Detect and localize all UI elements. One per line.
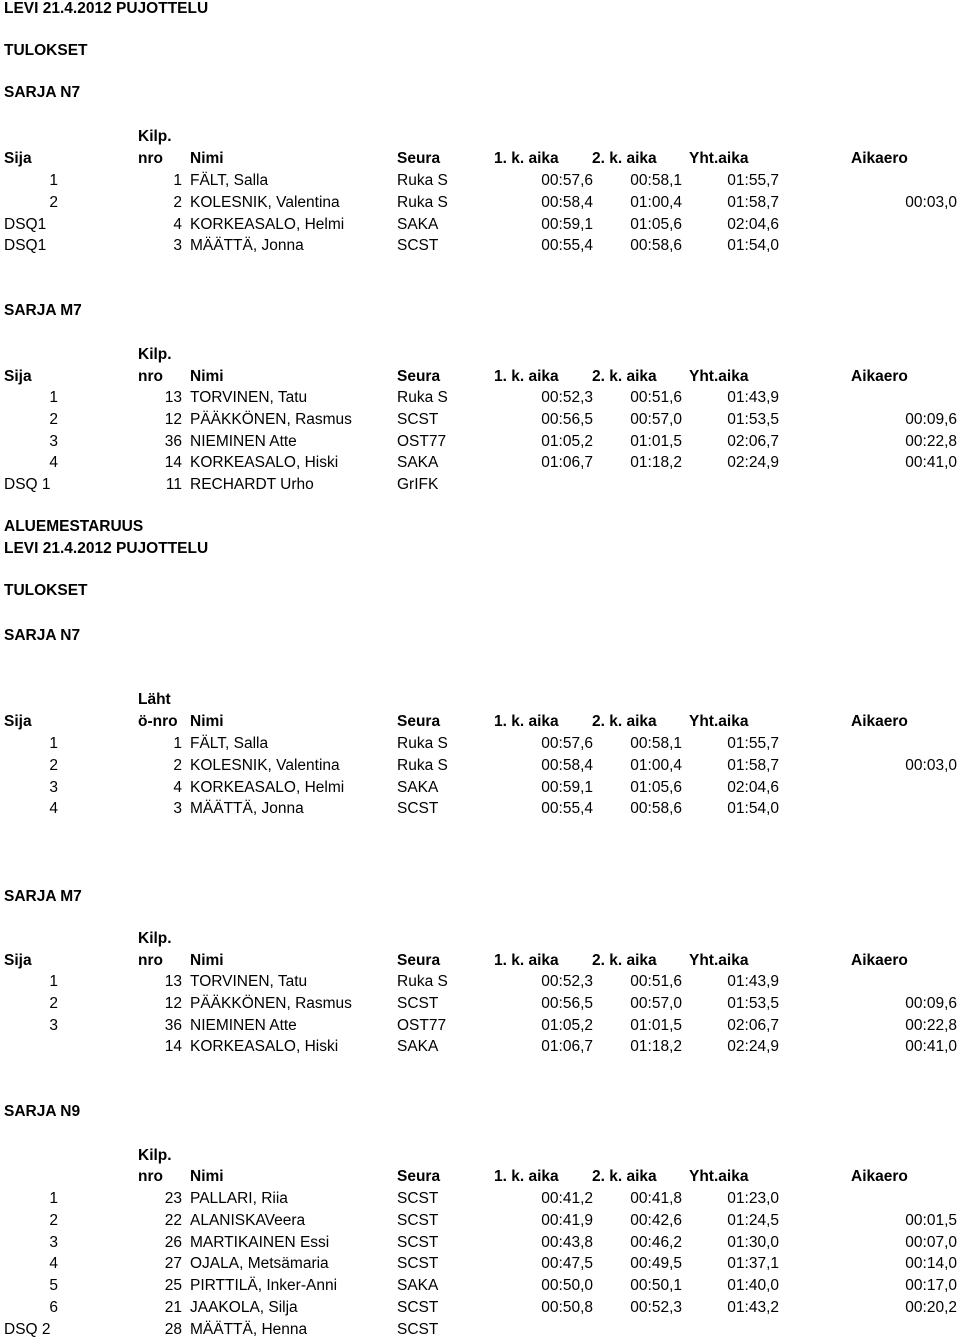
column-header-nro: nro	[138, 150, 163, 167]
cell-total: 01:55,7	[727, 735, 779, 752]
cell-run2: 00:57,0	[630, 410, 682, 428]
table-header-row	[0, 952, 960, 972]
cell-run2: 00:42,6	[630, 1211, 682, 1229]
section-title: SARJA N7	[4, 84, 81, 101]
table-row	[0, 1277, 960, 1297]
section-title: SARJA M7	[4, 302, 82, 319]
cell-nro: 14	[164, 1038, 182, 1056]
cell-nro: 1	[173, 172, 182, 189]
cell-sija: 5	[49, 1277, 58, 1295]
cell-run1: 00:57,6	[541, 735, 593, 752]
cell-sija: 1	[49, 735, 58, 752]
cell-run2: 00:51,6	[630, 389, 682, 406]
cell-run1: 00:41,9	[541, 1211, 593, 1229]
column-header-run2: 2. k. aika	[592, 713, 657, 730]
cell-nro: 3	[173, 237, 182, 255]
cell-nro: 25	[164, 1277, 182, 1295]
column-header-top: Kilp.	[138, 1147, 172, 1164]
column-header-run2: 2. k. aika	[592, 368, 657, 385]
column-header-diff: Aikaero	[851, 713, 908, 730]
cell-total: 01:43,9	[727, 973, 779, 990]
cell-run1: 00:57,6	[541, 172, 593, 189]
column-header-total: Yht.aika	[689, 150, 749, 167]
cell-sija: 2	[49, 1211, 58, 1229]
cell-seura: Ruka S	[397, 193, 448, 211]
column-header-diff: Aikaero	[851, 952, 908, 969]
cell-total: 02:06,7	[727, 1016, 779, 1034]
event-title-2: LEVI 21.4.2012 PUJOTTELU	[4, 540, 209, 557]
cell-run1: 00:52,3	[541, 973, 593, 990]
table-header-row	[0, 1168, 960, 1188]
cell-run1: 00:58,4	[541, 756, 593, 774]
cell-total: 02:06,7	[727, 432, 779, 450]
column-header-run2: 2. k. aika	[592, 952, 657, 969]
table-row	[0, 1190, 960, 1210]
cell-total: 01:58,7	[727, 193, 779, 211]
column-header-total: Yht.aika	[689, 368, 749, 385]
column-header-nimi: Nimi	[190, 150, 224, 167]
column-header-seura: Seura	[397, 1168, 441, 1185]
table-row	[0, 411, 960, 431]
cell-nimi: MÄÄTTÄ, Jonna	[190, 237, 304, 255]
column-header-run1: 1. k. aika	[494, 150, 559, 167]
cell-seura: SCST	[397, 994, 439, 1012]
cell-sija: 4	[49, 800, 58, 818]
cell-run2: 00:49,5	[630, 1255, 682, 1273]
cell-sija: 2	[49, 410, 58, 428]
column-header-top: Kilp.	[138, 930, 172, 947]
table-row	[0, 1212, 960, 1232]
cell-sija: 4	[49, 1255, 58, 1273]
cell-total: 01:54,0	[727, 237, 779, 255]
cell-run2: 01:00,4	[630, 756, 682, 774]
cell-nro: 4	[173, 778, 182, 796]
column-header-nro: ö-nro	[138, 713, 178, 730]
cell-nro: 26	[164, 1233, 182, 1251]
cell-sija: DSQ 2	[4, 1320, 51, 1338]
cell-diff: 00:03,0	[905, 756, 957, 774]
column-header-run1: 1. k. aika	[494, 368, 559, 385]
cell-nro: 3	[173, 800, 182, 818]
cell-seura: SCST	[397, 1320, 439, 1338]
cell-run1: 00:41,2	[541, 1190, 593, 1207]
cell-nimi: OJALA, Metsämaria	[190, 1255, 329, 1273]
results-heading: TULOKSET	[4, 42, 88, 59]
cell-nimi: KORKEASALO, Hiski	[190, 1038, 339, 1056]
column-header-sija: Sija	[4, 952, 32, 969]
cell-nimi: RECHARDT Urho	[190, 476, 314, 494]
cell-run1: 01:06,7	[541, 454, 593, 472]
cell-seura: SCST	[397, 1255, 439, 1273]
table-row	[0, 1299, 960, 1319]
cell-nro: 21	[164, 1299, 182, 1316]
table-row	[0, 779, 960, 799]
cell-seura: Ruka S	[397, 389, 448, 406]
table-row	[0, 973, 960, 993]
column-header-run2: 2. k. aika	[592, 150, 657, 167]
cell-total: 01:40,0	[727, 1277, 779, 1295]
column-header-seura: Seura	[397, 368, 441, 385]
cell-total: 02:24,9	[727, 1038, 779, 1056]
table-header-row	[0, 150, 960, 170]
cell-diff: 00:41,0	[905, 1038, 957, 1056]
table-row	[0, 735, 960, 755]
column-header-sija: Sija	[4, 368, 32, 385]
cell-seura: OST77	[397, 1016, 447, 1034]
cell-nimi: PALLARI, Riia	[190, 1190, 288, 1207]
cell-run2: 00:51,6	[630, 973, 682, 990]
table-row	[0, 1017, 960, 1037]
cell-diff: 00:17,0	[905, 1277, 957, 1295]
cell-run2: 01:18,2	[630, 454, 682, 472]
cell-seura: SAKA	[397, 1277, 439, 1295]
event-title: LEVI 21.4.2012 PUJOTTELU	[4, 0, 209, 17]
table-row	[0, 1255, 960, 1275]
cell-sija: DSQ1	[4, 215, 47, 233]
cell-run1: 01:05,2	[541, 1016, 593, 1034]
table-row	[0, 216, 960, 236]
cell-nimi: KOLESNIK, Valentina	[190, 193, 340, 211]
column-header-run1: 1. k. aika	[494, 1168, 559, 1185]
cell-total: 01:58,7	[727, 756, 779, 774]
cell-total: 01:43,2	[727, 1299, 779, 1316]
cell-nimi: PÄÄKKÖNEN, Rasmus	[190, 410, 352, 428]
cell-total: 01:24,5	[727, 1211, 779, 1229]
column-header-top: Läht	[138, 691, 171, 708]
cell-seura: OST77	[397, 432, 447, 450]
cell-run1: 00:56,5	[541, 994, 593, 1012]
cell-seura: SAKA	[397, 1038, 439, 1056]
table-row	[0, 1038, 960, 1058]
cell-nimi: KOLESNIK, Valentina	[190, 756, 340, 774]
cell-run2: 01:00,4	[630, 193, 682, 211]
cell-run1: 00:58,4	[541, 193, 593, 211]
table-header-row	[0, 368, 960, 388]
cell-diff: 00:22,8	[905, 1016, 957, 1034]
cell-diff: 00:09,6	[905, 410, 957, 428]
cell-sija: 3	[49, 432, 58, 450]
cell-seura: Ruka S	[397, 973, 448, 990]
cell-nro: 11	[165, 476, 182, 494]
cell-nimi: TORVINEN, Tatu	[190, 973, 308, 990]
cell-nro: 13	[164, 973, 182, 990]
table-row	[0, 1234, 960, 1254]
cell-run1: 00:47,5	[541, 1255, 593, 1273]
column-header-nimi: Nimi	[190, 713, 224, 730]
cell-nimi: MÄÄTTÄ, Henna	[190, 1320, 308, 1338]
cell-run2: 00:52,3	[630, 1299, 682, 1316]
cell-seura: SCST	[397, 410, 439, 428]
cell-run1: 00:55,4	[541, 800, 593, 818]
cell-sija: 1	[49, 389, 58, 406]
column-header-nro: nro	[138, 1168, 163, 1185]
table-row	[0, 194, 960, 214]
cell-total: 02:04,6	[727, 215, 779, 233]
cell-seura: GrIFK	[397, 476, 439, 494]
cell-total: 02:04,6	[727, 778, 779, 796]
cell-seura: SCST	[397, 237, 439, 255]
cell-nimi: JAAKOLA, Silja	[190, 1299, 298, 1316]
cell-run1: 01:06,7	[541, 1038, 593, 1056]
cell-seura: SAKA	[397, 778, 439, 796]
cell-nimi: TORVINEN, Tatu	[190, 389, 308, 406]
table-row	[0, 995, 960, 1015]
cell-sija: 2	[49, 994, 58, 1012]
table-row	[0, 237, 960, 257]
cell-run1: 00:59,1	[541, 215, 593, 233]
cell-total: 01:37,1	[727, 1255, 779, 1273]
cell-run1: 01:05,2	[541, 432, 593, 450]
cell-nro: 36	[164, 1016, 182, 1034]
cell-nro: 14	[164, 454, 182, 472]
cell-total: 01:53,5	[727, 994, 779, 1012]
cell-nro: 22	[164, 1211, 182, 1229]
table-row	[0, 454, 960, 474]
column-header-total: Yht.aika	[689, 952, 749, 969]
cell-run2: 00:46,2	[630, 1233, 682, 1251]
column-header-diff: Aikaero	[851, 368, 908, 385]
column-header-nimi: Nimi	[190, 368, 224, 385]
table-row	[0, 800, 960, 820]
cell-run2: 01:01,5	[630, 1016, 682, 1034]
table-header-row	[0, 713, 960, 733]
cell-nro: 36	[164, 432, 182, 450]
section-title: SARJA M7	[4, 888, 82, 905]
cell-sija: 3	[49, 1016, 58, 1034]
cell-nimi: MÄÄTTÄ, Jonna	[190, 800, 304, 818]
cell-run1: 00:55,4	[541, 237, 593, 255]
cell-run1: 00:43,8	[541, 1233, 593, 1251]
column-header-seura: Seura	[397, 150, 441, 167]
column-header-sija: Sija	[4, 713, 32, 730]
cell-nro: 28	[164, 1320, 182, 1338]
column-header-total: Yht.aika	[689, 1168, 749, 1185]
cell-run1: 00:52,3	[541, 389, 593, 406]
cell-diff: 00:09,6	[905, 994, 957, 1012]
column-header-seura: Seura	[397, 952, 441, 969]
results-heading-2: TULOKSET	[4, 582, 88, 599]
column-header-top: Kilp.	[138, 346, 172, 363]
cell-nimi: FÄLT, Salla	[190, 735, 269, 752]
cell-seura: Ruka S	[397, 756, 448, 774]
cell-sija: 6	[49, 1299, 58, 1316]
cell-diff: 00:14,0	[905, 1255, 957, 1273]
cell-nimi: MARTIKAINEN Essi	[190, 1233, 330, 1251]
column-header-top: Kilp.	[138, 128, 172, 145]
cell-seura: SAKA	[397, 215, 439, 233]
cell-run2: 00:58,6	[630, 800, 682, 818]
cell-sija: 4	[49, 454, 58, 472]
cell-nimi: KORKEASALO, Helmi	[190, 778, 345, 796]
cell-nimi: NIEMINEN Atte	[190, 432, 297, 450]
table-row	[0, 433, 960, 453]
column-header-seura: Seura	[397, 713, 441, 730]
cell-nimi: PIRTTILÄ, Inker-Anni	[190, 1277, 338, 1295]
cell-run2: 00:58,6	[630, 237, 682, 255]
column-header-nimi: Nimi	[190, 952, 224, 969]
cell-nimi: NIEMINEN Atte	[190, 1016, 297, 1034]
cell-total: 01:55,7	[727, 172, 779, 189]
cell-seura: SAKA	[397, 454, 439, 472]
cell-total: 01:30,0	[727, 1233, 779, 1251]
section-title: SARJA N9	[4, 1103, 81, 1120]
cell-run2: 00:58,1	[630, 172, 682, 189]
cell-nimi: FÄLT, Salla	[190, 172, 269, 189]
column-header-diff: Aikaero	[851, 150, 908, 167]
column-header-run2: 2. k. aika	[592, 1168, 657, 1185]
cell-diff: 00:07,0	[905, 1233, 957, 1251]
table-row	[0, 757, 960, 777]
cell-total: 02:24,9	[727, 454, 779, 472]
cell-seura: Ruka S	[397, 735, 448, 752]
cell-run2: 00:50,1	[630, 1277, 682, 1295]
cell-run1: 00:50,0	[541, 1277, 593, 1295]
cell-nro: 4	[173, 215, 182, 233]
cell-seura: SCST	[397, 800, 439, 818]
cell-diff: 00:20,2	[905, 1299, 957, 1316]
cell-nimi: ALANISKAVeera	[190, 1211, 306, 1229]
table-row	[0, 389, 960, 409]
cell-run2: 01:18,2	[630, 1038, 682, 1056]
cell-sija: 3	[49, 778, 58, 796]
cell-seura: SCST	[397, 1190, 439, 1207]
cell-nimi: KORKEASALO, Hiski	[190, 454, 339, 472]
cell-diff: 00:03,0	[905, 193, 957, 211]
cell-nimi: KORKEASALO, Helmi	[190, 215, 345, 233]
cell-run2: 01:05,6	[630, 215, 682, 233]
column-header-nimi: Nimi	[190, 1168, 224, 1185]
cell-seura: Ruka S	[397, 172, 448, 189]
section-title: SARJA N7	[4, 627, 81, 644]
cell-seura: SCST	[397, 1211, 439, 1229]
cell-sija: 1	[49, 973, 58, 990]
cell-run2: 01:01,5	[630, 432, 682, 450]
cell-run2: 00:58,1	[630, 735, 682, 752]
column-header-nro: nro	[138, 368, 163, 385]
cell-nro: 27	[164, 1255, 182, 1273]
cell-nro: 13	[164, 389, 182, 406]
cell-nimi: PÄÄKKÖNEN, Rasmus	[190, 994, 352, 1012]
table-row	[0, 172, 960, 192]
cell-sija: 2	[49, 193, 58, 211]
column-header-diff: Aikaero	[851, 1168, 908, 1185]
cell-run1: 00:56,5	[541, 410, 593, 428]
cell-diff: 00:22,8	[905, 432, 957, 450]
cell-sija: 1	[49, 1190, 58, 1207]
column-header-total: Yht.aika	[689, 713, 749, 730]
column-header-run1: 1. k. aika	[494, 713, 559, 730]
cell-run2: 00:57,0	[630, 994, 682, 1012]
cell-nro: 1	[173, 735, 182, 752]
cell-sija: DSQ 1	[4, 476, 51, 494]
table-row	[0, 476, 960, 496]
cell-nro: 2	[173, 193, 182, 211]
cell-nro: 12	[164, 410, 182, 428]
cell-run1: 00:50,8	[541, 1299, 593, 1316]
cell-total: 01:54,0	[727, 800, 779, 818]
cell-run2: 00:41,8	[630, 1190, 682, 1207]
cell-sija: 3	[49, 1233, 58, 1251]
cell-diff: 00:01,5	[905, 1211, 957, 1229]
cell-sija: DSQ1	[4, 237, 47, 255]
cell-total: 01:43,9	[727, 389, 779, 406]
cell-seura: SCST	[397, 1233, 439, 1251]
column-header-sija: Sija	[4, 150, 32, 167]
cell-total: 01:53,5	[727, 410, 779, 428]
cell-sija: 2	[49, 756, 58, 774]
cell-nro: 2	[173, 756, 182, 774]
cell-nro: 23	[164, 1190, 182, 1207]
cell-nro: 12	[164, 994, 182, 1012]
cell-diff: 00:41,0	[905, 454, 957, 472]
cell-seura: SCST	[397, 1299, 439, 1316]
championship-title: ALUEMESTARUUS	[4, 518, 144, 535]
cell-run2: 01:05,6	[630, 778, 682, 796]
cell-total: 01:23,0	[727, 1190, 779, 1207]
cell-run1: 00:59,1	[541, 778, 593, 796]
table-row	[0, 1321, 960, 1341]
cell-sija: 1	[49, 172, 58, 189]
column-header-run1: 1. k. aika	[494, 952, 559, 969]
column-header-nro: nro	[138, 952, 163, 969]
